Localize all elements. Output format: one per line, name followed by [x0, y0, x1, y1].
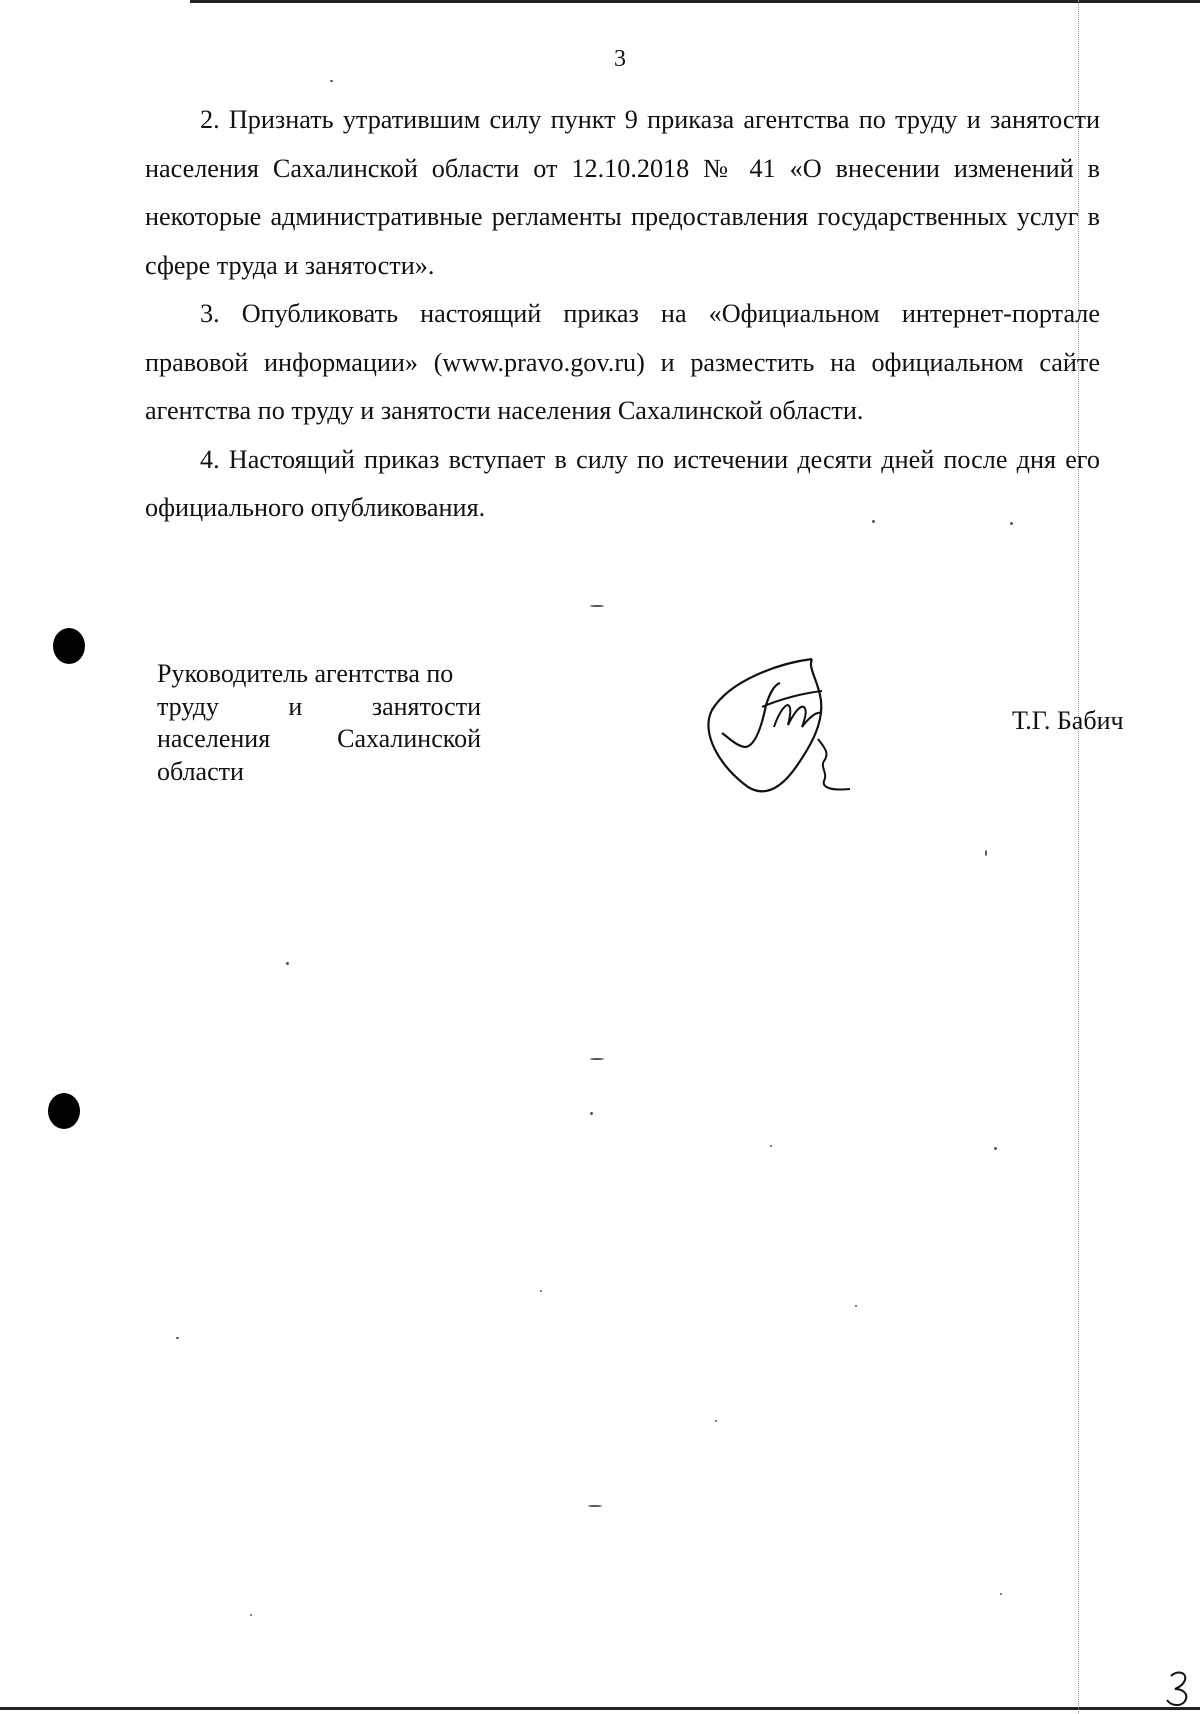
paragraph-line: правовой информации» (www.pravo.gov.ru) и разместить на официальном [145, 347, 1024, 377]
paragraph-line: 4. Настоящий приказ вступает в силу по истечении десяти дней после дня [200, 444, 1057, 474]
scan-speck [994, 1147, 997, 1150]
signatory-title-line [157, 723, 481, 756]
scan-speck [985, 850, 987, 856]
signatory-title-word: труду [157, 691, 219, 721]
order-body [145, 96, 1100, 533]
scan-speck [540, 1290, 542, 1292]
handwritten-page-mark [1163, 1668, 1193, 1708]
scan-speck [855, 1305, 857, 1307]
paragraph-line: 3. Опубликовать настоящий приказ на «Официальном интернет-портале [200, 299, 1100, 328]
paragraph-line: изменений в некоторые административные регламенты предоставления [145, 153, 1101, 231]
scan-bottom-edge [0, 1707, 1200, 1710]
scan-speck [1000, 1593, 1002, 1595]
scan-speck [590, 1112, 593, 1115]
scan-speck [330, 80, 333, 82]
scan-speck [176, 1337, 179, 1339]
paragraph-4 [145, 436, 1100, 533]
signatory-title-word: Сахалинской [337, 724, 481, 753]
scan-speck [770, 1145, 772, 1147]
scan-speck [588, 1505, 602, 1507]
signatory-title-word: населения [157, 724, 271, 753]
signatory-title-word: занятости [371, 691, 481, 721]
paragraph-line: сайте агентства по труду и занятости населения Сахалинской области. [145, 347, 1100, 425]
scan-speck [250, 1614, 252, 1616]
scan-speck [872, 520, 875, 523]
paragraph-line: государственных услуг в сфере труда и занятости». [145, 202, 1101, 280]
paragraph-line: занятости населения Сахалинской области от 12.10.2018 № 41 «О внесении [145, 105, 1101, 183]
page-number: 3 [614, 46, 626, 72]
paragraph-2 [145, 96, 1100, 290]
paragraph-3 [145, 290, 1100, 436]
signatory-title [157, 658, 481, 788]
signatory-title-line: области [157, 756, 244, 786]
scan-speck [1010, 522, 1013, 525]
punch-hole-lower [48, 1093, 80, 1129]
scan-speck [286, 962, 289, 965]
paragraph-line: его официального опубликования. [145, 444, 1100, 522]
signatory-title-word: и [288, 691, 303, 721]
scan-speck [715, 1420, 717, 1422]
punch-hole-upper [53, 628, 85, 664]
signatory-title-line [157, 691, 481, 724]
scan-speck [590, 605, 604, 607]
signatory-name: Т.Г. Бабич [1012, 706, 1124, 735]
scan-top-edge [190, 0, 1200, 3]
signatory-title-line: Руководитель агентства по [157, 659, 454, 688]
paragraph-line: 2. Признать утратившим силу пункт 9 приказа агентства по труду и [200, 105, 981, 134]
handwritten-signature [700, 655, 870, 800]
scan-speck [590, 1058, 604, 1060]
